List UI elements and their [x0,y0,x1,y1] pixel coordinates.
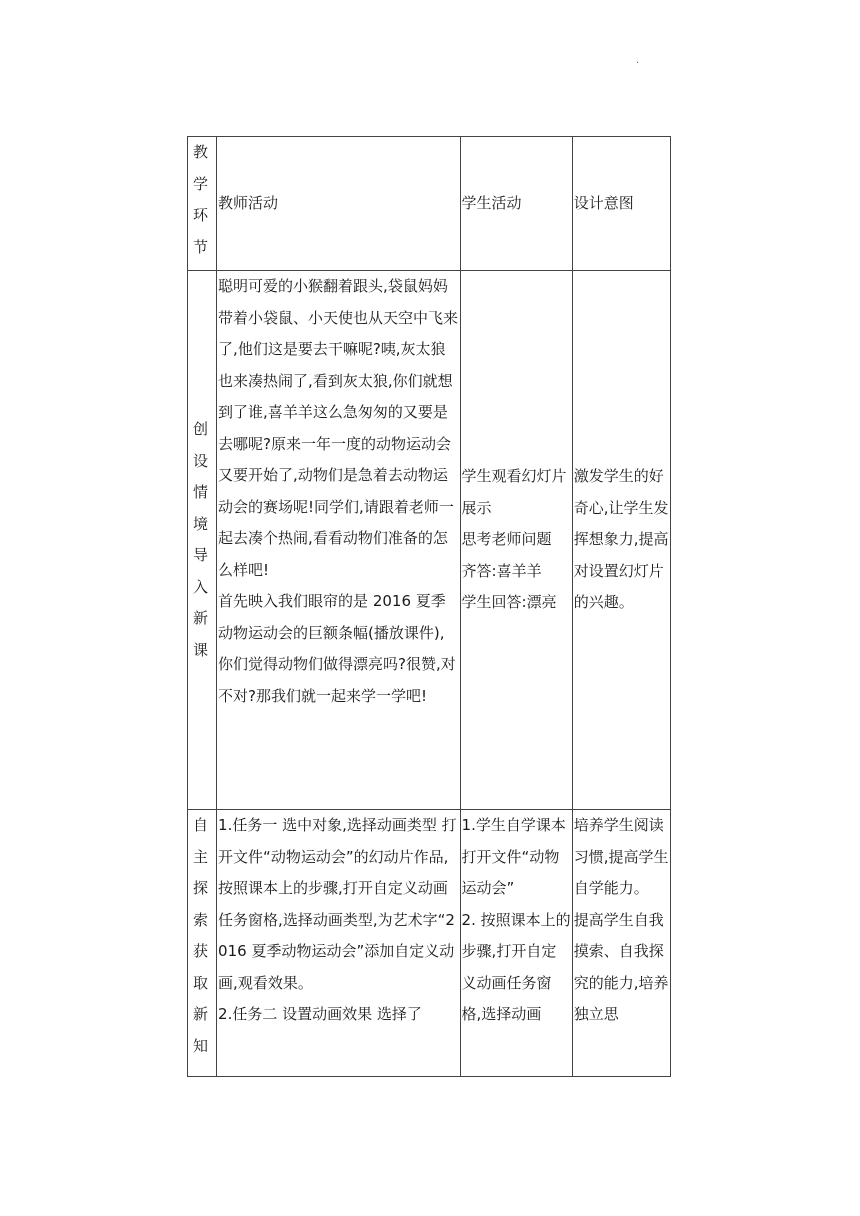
table-row [188,810,671,1077]
stage-char: 自 [193,816,209,834]
header-intent: 设计意图 [572,137,670,271]
stage-char: 入 [193,577,209,596]
header-stage-char: 环 [193,206,209,224]
teacher-paragraph: 2.任务二 设置动画效果 选择了 [218,1005,422,1023]
intent-paragraph: 培养学生阅读习惯,提高学生自学能力。 [573,816,669,897]
header-stage-char: 学 [193,174,209,193]
header-student: 学生活动 [460,137,572,271]
design-intent-cell [572,810,670,1077]
stage-char: 探 [193,879,209,897]
teacher-paragraph: 聪明可爱的小猴翻着跟头,袋鼠妈妈带着小袋鼠、小天使也从天空中飞来了,他们这是要去干嘛呢?咦,灰太狼也来凑热闹了,看到灰太狼,你们就想到了谁,喜羊羊这么急匆匆的又要是去哪呢?原来一年一度的动物运动会又要开始了,动物们是急着去动物运动会的赛场呢!同学们,请跟着老师一起去凑个热闹,看看动物们准备的怎么样吧! [218,277,459,579]
stage-char: 新 [193,1005,209,1023]
student-line: 打开文件“动物运动会” [461,847,560,897]
design-intent-cell [572,271,670,810]
stage-char: 创 [193,420,209,438]
stage-char: 设 [193,451,209,470]
lesson-plan-table [187,136,671,1077]
stage-cell [188,810,217,1077]
teacher-paragraph: 1.任务一 选中对象,选择动画类型 打开文件“动物运动会”的幻动片作品,按照课本上的步骤,打开自定义动画任务窗格,选择动画类型,为艺术字“2016 夏季动物运动会”添加自定义动画,观看效果。 [218,816,457,992]
teacher-paragraph: 首先映入我们眼帘的是 2016 夏季动物运动会的巨额条幅(播放课件),你们觉得动物们做得漂亮吗?很赞,对不对?那我们就一起来学一学吧! [218,592,456,705]
student-activity-cell [460,271,572,810]
header-stage [188,137,217,271]
page-marker: · [636,58,640,69]
stage-char: 主 [193,847,209,866]
header-stage-char: 教 [193,143,209,161]
stage-char: 境 [193,514,209,533]
stage-char: 情 [193,483,209,501]
student-line: 学生观看幻灯片展示 [461,467,567,517]
student-line: 思考老师问题 [461,530,552,549]
table-row [188,271,671,810]
stage-char: 知 [193,1036,209,1055]
header-stage-char: 节 [193,237,209,256]
teacher-activity-cell [217,271,461,810]
student-activity-cell [460,810,572,1077]
student-line: 学生回答:漂亮 [461,593,557,612]
stage-char: 新 [193,609,209,627]
student-line: 1.学生自学课本 [461,816,566,834]
stage-cell [188,271,217,810]
header-row [188,137,671,271]
stage-char: 索 [193,910,209,929]
header-teacher: 教师活动 [217,137,461,271]
stage-char: 取 [193,973,209,992]
intent-paragraph: 提高学生自我摸索、自我探究的能力,培养独立思 [573,910,669,1023]
student-line: 齐答:喜羊羊 [461,561,542,580]
stage-char: 获 [193,942,209,960]
student-line: 2. 按照课本上的步骤,打开自定义动画任务窗格,选择动画 [461,910,571,1023]
intent-paragraph: 激发学生的好奇心,让学生发挥想象力,提高对设置幻灯片的兴趣。 [573,467,669,612]
teacher-activity-cell [217,810,461,1077]
stage-char: 导 [193,546,209,564]
stage-char: 课 [193,640,209,659]
